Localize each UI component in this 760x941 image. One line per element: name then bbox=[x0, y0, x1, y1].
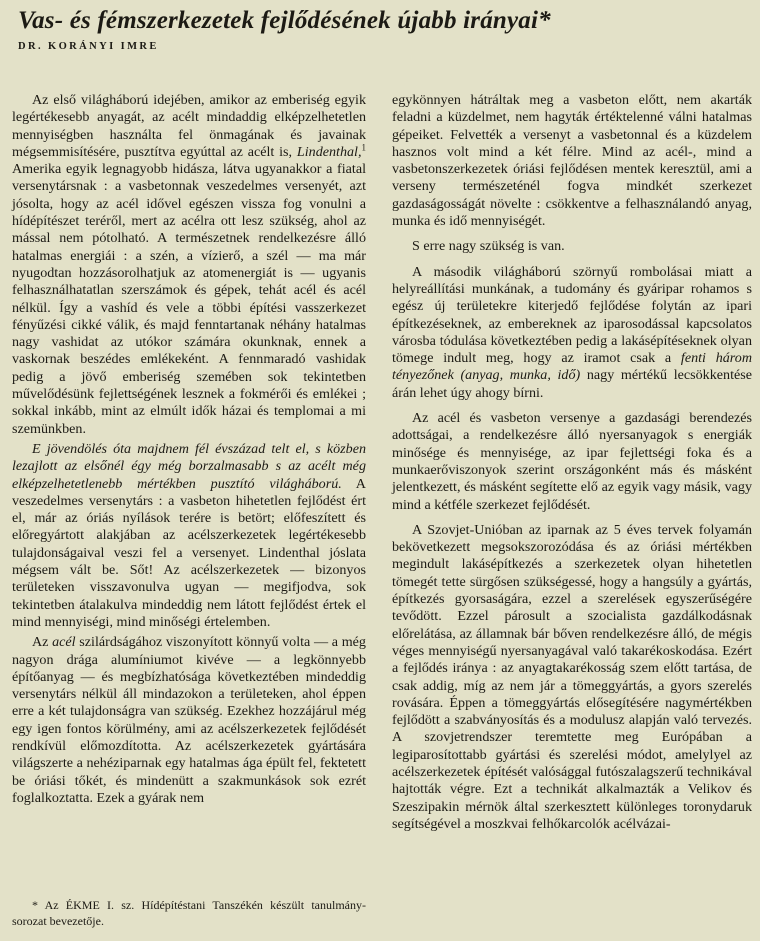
footnote-ref: 1 bbox=[361, 142, 366, 153]
paragraph: egykönnyen hátráltak meg a vasbeton előtt, nem akarták feladni a küzdelmet, nem hagyták értéktelenné válni hatalmas gépeiket. Felvették a versenyt a vasbetonnal és a küzdelem hasznos volt mind a két félre. Mind az acél-, mind a vasbetonszerkezetek óriási fejlődésen mentek keresztül, ami a verseny természeténél fogva mindkét szerkezet gazdaságosságát növelte : csökkentve a felhasználandó anyag, munka és idő mennyiségét. bbox=[392, 92, 752, 230]
paragraph bbox=[12, 441, 366, 631]
text-run: A második világháború szörnyű rombolásai miatt a helyreállítási munkának, a tudomány és gyáripar rohamos s egész új területekre kiterjedő fejlődése folytán az ipari építkezéseknek, az embereknek az iparosodással kapcsolatos városba tódulása következtében pedig a lakásépítéseknek olyan tömege indult meg, hogy az iramot csak a bbox=[392, 263, 752, 367]
text-run: Az első világháború idejében, amikor az emberiség egyik legértékesebb anyagát, az acélt mindaddig elképzelhetetlen mennyiségben használta fel önmagának és javainak mégsemmisítésére, pusztítva egyúttal az acélt is, bbox=[12, 92, 366, 160]
article-title: Vas- és fémszerkezetek fejlődésének újabb irányai* bbox=[18, 7, 551, 34]
italic-text: fenti három tényezőnek (anyag, munka, idő) bbox=[392, 350, 752, 384]
paragraph bbox=[12, 634, 366, 807]
footnote: * Az ÉKME I. sz. Hídépítéstani Tanszékén készült tanulmány-sorozat bevezetője. bbox=[12, 898, 366, 928]
italic-text: E jövendölés óta majdnem fél évszázad telt el, s közben lezajlott az elsőnél égy még borzalmasabb s az acélt még elképzelhetetlenebb mértékben pusztító világháború. bbox=[12, 440, 366, 492]
paragraph: S erre nagy szükség is van. bbox=[412, 238, 565, 255]
text-run: Amerika egyik legnagyobb hidásza, látva ugyanakkor a fiatal versenytársnak : a vasbetonnak veszedelmes versenyét, azt jósolta, hogy az acél idővel egészen vissza fog vonulni a hídépítészet teréről, mert az acélra ott lesz szükség, ahol az mással nem pótolható. A természetnek rendelkezésre álló hatalmas energiái : a szén, a vízierő, a szél — ma már nyugodtan hozzásorolhatjuk az atomenergiát is — ugyanis felhasználhatatlan szerszámok és gépek, tehát acél és acél nélkül. Így a vashíd és vele a többi építési vasszerkezet fényűzési cikké válik, és majd fenntartanak néhány hatalmas nagy vashidat az utókor számára okunknak, ennek a vaskornak beszédes emlékeként. A fennmaradó vashidak pedig a jövő emberiség szemében sok tekintetben művelődésünk fejlettségének lesznek a fokmérői és emlékei ; sokkal inkább, mint az elmúlt idők házai és templomai a mi szemünkben. bbox=[12, 161, 366, 437]
right-column bbox=[392, 92, 752, 833]
text-run: A veszedelmes versenytárs : a vasbeton hihetetlen fejlődést ért el, már az óriás nyílások terére is betört; előfeszített és előregyártott alakjában az acélszerkezetek legértékesebb tulajdonságaival veszi fel a versenyet. Lindenthal jóslata mégsem vált be. Sőt! Az acélszerkezetek — bizonyos területeken visszavonulva ugyan — megifjodva, sok tekintetben átalakulva mindeddig nem látott fejlődést értek el mind mennyiségi, mind minőségi értelemben. bbox=[12, 475, 366, 630]
paragraph bbox=[12, 92, 366, 438]
name-lindenthal: Lindenthal, bbox=[296, 143, 362, 160]
italic-text: acél bbox=[52, 634, 76, 651]
paragraph bbox=[392, 264, 752, 402]
paragraph: Az acél és vasbeton versenye a gazdasági berendezés adottságai, a rendelkezésre álló nyersanyagok s energiák minősége és mennyisége, az ipar fejlettségi foka és a munkaerőviszonyok szerint országonként más és másként jelentkezett, és másként segítette elő az egyik vagy másik, vagy mind a kétféle szerkezet fejlődését. bbox=[392, 410, 752, 513]
text-run: szilárdságához viszonyított könnyű volta — a még nagyon drága alumíniumot kivéve — a legkönnyebb építőanyag — és megbízhatósága következtében mindeddig versenytárs nélkül áll mindazokon a területeken, ahol éppen erre a két tulajdonságra van szükség. Ezekhez hozzájárul még egy igen fontos körülmény, ami az acélszerkezetek fejlődését rendkívül előmozdította. Az acélszerkezetek gyártására világszerte a nehéziparnak egy hatalmas ága épült fel, fektetett be óriási tőkét, és mindenütt a szakmunkások sok ezrét foglalkoztatta. Ezek a gyárak nem bbox=[12, 634, 366, 806]
article-author: DR. KORÁNYI IMRE bbox=[18, 41, 159, 52]
text-run: Az bbox=[32, 634, 53, 651]
paragraph: A Szovjet-Unióban az iparnak az 5 éves tervek folyamán bekövetkezett megsokszorozódása és az óriási mértékben megindult lakásépítkezés a szerkezetek olyan hihetetlen tömegét tette sürgősen szükségessé, hogy a hangsúly a gyártás, építkezés gyorsaságára, ezzel a szerelések egyszerűségére tevődött. Ezzel párosult a szocialista gazdálkodásnak előrelátása, az államnak bár bőven rendelkezésre álló, de mégis véges mennyiségű nyersanyagával való takarékoskodása. Ezért a fejlődés iránya : az anyagtakarékosság szem előtt tartása, de csak addig, míg az nem jár a tömeggyártás, a gyors szerelés rovására. Éppen a tömeggyártás elősegítésére nagymértékben fejlődött a szabványosítás és a modulusz alapján való tervezés. A szovjetrendszer teremtette meg Európában a legiparosítottabb gyártási és szerelési módot, amelylyel az acélszerkezetek építését valósággal futószalagszerű technikával hajtották végre. Ezt a technikát alkalmazták a Velikov és Szeszipakin mérnök által szerkesztett különleges toronydaruk segítségével a moszkvai felhőkarcolók acélvázai- bbox=[392, 521, 752, 832]
text-run: nagy mértékű lecsökkentése árán lehet úgy ahogy bírni. bbox=[392, 367, 752, 401]
left-column bbox=[12, 92, 366, 807]
